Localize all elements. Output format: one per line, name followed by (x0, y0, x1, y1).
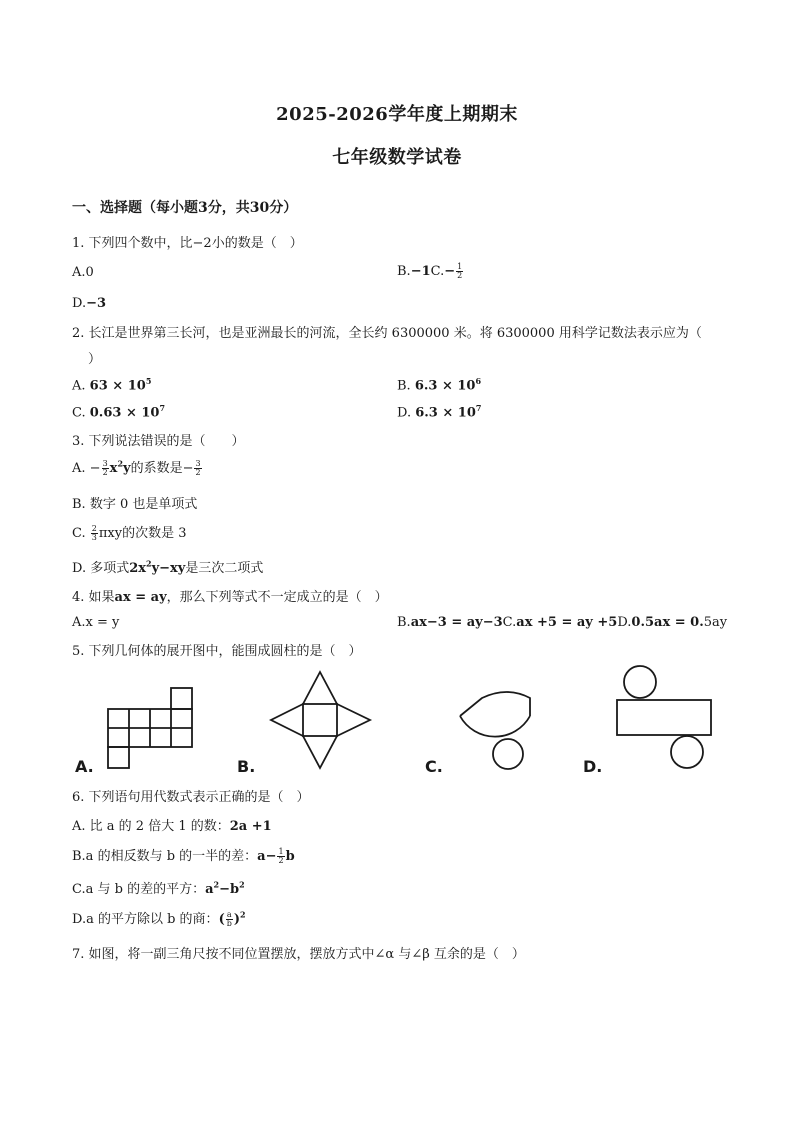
option-d-prefix: D. (72, 296, 87, 311)
fraction-numerator: 1 (278, 847, 284, 856)
question-3-option-d (72, 557, 263, 576)
option-b-math: −1 (410, 264, 431, 279)
option-text: B.a 的相反数与 b 的一半的差： (72, 849, 258, 864)
exponent: 2 (239, 879, 245, 890)
figure-d-label: D. (583, 757, 603, 776)
exponent: 2 (117, 458, 124, 469)
question-3-stem: 3. 下列说法错误的是（ ） (72, 434, 245, 449)
fraction-denominator: 3 (91, 533, 97, 542)
option-text: A. 比 a 的 2 倍大 1 的数： (72, 819, 230, 834)
question-4-stem (72, 586, 388, 605)
question-2-option-c (72, 403, 165, 420)
question-1-option-d (72, 296, 106, 311)
option-math: −b (219, 882, 240, 897)
fraction-denominator: 2 (102, 468, 108, 477)
sign: − (89, 461, 101, 476)
option-b-prefix: B. (397, 264, 411, 279)
question-3-option-c (72, 522, 186, 542)
option-math: b (285, 849, 295, 864)
exam-title-line1: 2025-2026学年度上期期末 (276, 104, 518, 125)
exponent: 5 (145, 376, 152, 386)
fraction-denominator: 2 (195, 468, 201, 477)
variable: y (123, 461, 131, 476)
option-math: ax−3 = ay−3 (410, 615, 503, 630)
option-math: y−xy (151, 561, 186, 576)
question-1-stem: 1. 下列四个数中，比−2小的数是（ ） (72, 236, 303, 251)
option-math: a− (257, 849, 277, 864)
question-7-stem: 7. 如图，将一副三角尺按不同位置摆放，摆放方式中∠α 与∠β 互余的是（ ） (72, 947, 525, 962)
figure-c-label: C. (425, 757, 443, 776)
option-prefix: B. (397, 615, 411, 630)
question-6-option-a (72, 815, 272, 834)
fraction (277, 848, 284, 865)
option-text: 5ay (703, 615, 728, 630)
fraction (102, 460, 109, 477)
fraction-numerator: 3 (195, 459, 201, 468)
question-6-option-c (72, 878, 245, 897)
option-text: C.a 与 b 的差的平方： (72, 882, 206, 897)
figure-a-net (100, 680, 200, 775)
question-2-option-b (397, 376, 481, 393)
question-2-stem-line1: 2. 长江是世界第三长河，也是亚洲最长的河流，全长约 6300000 米。将 6300000 用科学记数法表示应为（ (72, 326, 702, 341)
fraction (194, 460, 201, 477)
question-6-option-b (72, 845, 295, 865)
question-3-option-a (72, 457, 203, 477)
exponent: 7 (159, 403, 166, 413)
stem-suffix: ，那么下列等式不一定成立的是（ ） (166, 590, 388, 605)
option-math: 2a +1 (229, 819, 272, 834)
fraction-numerator: 2 (91, 524, 97, 533)
option-c-sign: − (444, 264, 456, 279)
option-prefix: D. (617, 615, 632, 630)
exponent: 6 (475, 376, 482, 386)
option-prefix: C. (72, 405, 86, 421)
question-2-stem-line2: ） (88, 352, 102, 367)
question-6-option-d (72, 908, 246, 928)
figure-c-net (452, 690, 538, 774)
exponent: 2 (240, 909, 246, 920)
exponent: 2 (146, 558, 152, 569)
question-4-options-b-c-d (397, 615, 727, 630)
fraction (91, 525, 98, 542)
question-1-option-b-c (397, 263, 464, 280)
option-prefix: A. (72, 378, 86, 394)
fraction (226, 911, 233, 928)
fraction-denominator: 2 (278, 856, 284, 865)
fraction-numerator: a (226, 910, 232, 919)
option-c-prefix: C. (430, 264, 445, 279)
option-text: πxy的次数是 3 (98, 526, 187, 541)
question-3-option-b: B. 数字 0 也是单项式 (72, 497, 198, 512)
option-math: 63 × 10 (89, 378, 146, 394)
variable: x (109, 461, 118, 476)
option-prefix: C. (502, 615, 517, 630)
paren-close: ) (233, 912, 240, 927)
figure-b-label: B. (237, 757, 256, 776)
section-heading: 一、选择题（每小题3分，共30分） (72, 200, 298, 216)
fraction-numerator: 3 (102, 459, 108, 468)
option-math: 6.3 × 10 (414, 378, 476, 394)
figure-a-label: A. (75, 757, 94, 776)
option-math: a (205, 882, 214, 897)
option-text: D.a 的平方除以 b 的商： (72, 912, 219, 927)
fraction-denominator: b (226, 919, 232, 928)
option-d-math: −3 (86, 296, 107, 311)
exponent: 2 (213, 879, 220, 890)
option-math: 0.63 × 10 (89, 405, 160, 421)
option-prefix: C. (72, 526, 86, 541)
figure-d-net (612, 660, 716, 774)
paren-open: ( (218, 912, 225, 927)
option-math: 2x (129, 561, 147, 576)
question-2-option-d (397, 403, 481, 420)
option-text: 的系数是− (130, 461, 194, 476)
option-math: ax +5 = ay +5 (516, 615, 618, 630)
option-prefix: D. (397, 405, 412, 421)
question-2-option-a (72, 376, 151, 393)
option-c-fraction (456, 263, 463, 280)
option-prefix: D. 多项式 (72, 561, 130, 576)
fraction-denominator: 2 (457, 271, 463, 280)
option-text: 是三次二项式 (185, 561, 264, 576)
question-5-stem: 5. 下列几何体的展开图中，能围成圆柱的是（ ） (72, 644, 362, 659)
option-math: 0.5ax = 0. (631, 615, 704, 630)
question-1-option-a: A.0 (72, 265, 94, 280)
stem-prefix: 4. 如果 (72, 590, 115, 605)
figure-b-net (268, 668, 374, 772)
option-math: 6.3 × 10 (415, 405, 476, 421)
stem-math: ax = ay (114, 590, 167, 605)
option-prefix: B. (397, 378, 411, 394)
exponent: 7 (475, 403, 482, 413)
question-6-stem: 6. 下列语句用代数式表示正确的是（ ） (72, 790, 310, 805)
option-prefix: A. (72, 461, 86, 476)
question-4-option-a: A.x = y (72, 615, 120, 630)
exam-title-line2: 七年级数学试卷 (332, 147, 462, 168)
fraction-numerator: 1 (457, 262, 463, 271)
